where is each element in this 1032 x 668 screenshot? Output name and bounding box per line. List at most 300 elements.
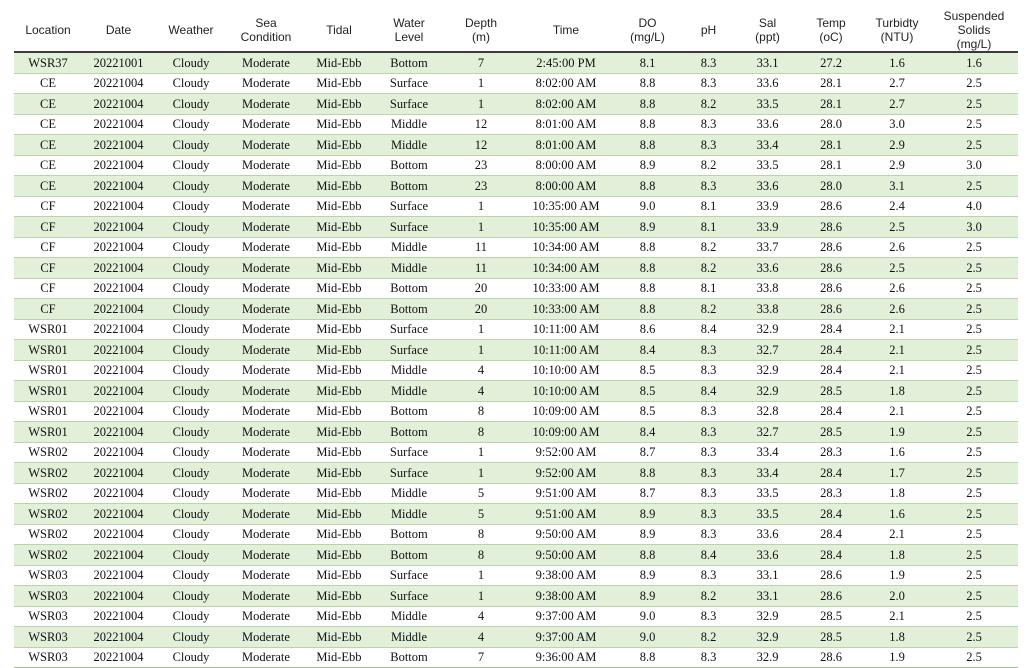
col-sea-condition-cell: Moderate: [227, 524, 305, 545]
table-row: [14, 135, 1018, 156]
col-ph-cell: 8.3: [680, 52, 737, 73]
col-sea-condition-cell: Moderate: [227, 463, 305, 484]
col-time-cell: 10:33:00 AM: [517, 299, 615, 320]
col-do-cell: 8.9: [615, 504, 680, 525]
col-depth-cell: 1: [445, 463, 517, 484]
col-salinity-cell: 33.4: [737, 463, 798, 484]
col-suspended-solids-cell: 2.5: [930, 135, 1018, 156]
header-label-line2: (mg/L): [630, 30, 665, 44]
col-time-cell: 10:34:00 AM: [517, 258, 615, 279]
col-ph-cell: 8.4: [680, 545, 737, 566]
col-tidal-cell: Mid-Ebb: [305, 504, 373, 525]
col-weather-cell: Cloudy: [155, 504, 227, 525]
col-do-cell: 8.8: [615, 258, 680, 279]
header-label-line1: Turbidty: [875, 16, 919, 30]
col-location-cell: CF: [14, 299, 82, 320]
col-ph-header: [680, 9, 737, 52]
col-suspended-solids-cell: 2.5: [930, 606, 1018, 627]
col-ph-cell: 8.3: [680, 114, 737, 135]
col-depth-cell: 4: [445, 381, 517, 402]
table-row: [14, 319, 1018, 340]
col-depth-cell: 1: [445, 217, 517, 238]
col-depth-cell: 20: [445, 278, 517, 299]
table-row: [14, 237, 1018, 258]
col-sea-condition-cell: Moderate: [227, 278, 305, 299]
col-weather-cell: Cloudy: [155, 422, 227, 443]
col-date-cell: 20221004: [82, 258, 155, 279]
col-do-cell: 8.8: [615, 647, 680, 668]
col-salinity-cell: 33.1: [737, 586, 798, 607]
col-time-cell: 10:09:00 AM: [517, 422, 615, 443]
col-ph-cell: 8.3: [680, 483, 737, 504]
col-sea-condition-cell: Moderate: [227, 647, 305, 668]
col-salinity-cell: 33.5: [737, 504, 798, 525]
col-sea-condition-cell: Moderate: [227, 340, 305, 361]
col-do-cell: 8.7: [615, 483, 680, 504]
col-tidal-cell: Mid-Ebb: [305, 586, 373, 607]
col-tidal-cell: Mid-Ebb: [305, 278, 373, 299]
col-temp-cell: 28.6: [798, 586, 864, 607]
col-time-cell: 8:02:00 AM: [517, 73, 615, 94]
col-time-cell: 9:52:00 AM: [517, 442, 615, 463]
col-tidal-cell: Mid-Ebb: [305, 565, 373, 586]
table-row: [14, 647, 1018, 668]
col-turbidity-cell: 3.1: [864, 176, 930, 197]
col-ph-cell: 8.2: [680, 258, 737, 279]
table-row: [14, 463, 1018, 484]
col-depth-cell: 11: [445, 237, 517, 258]
col-ph-cell: 8.3: [680, 422, 737, 443]
col-location-cell: WSR03: [14, 565, 82, 586]
table-row: [14, 94, 1018, 115]
col-date-cell: 20221004: [82, 135, 155, 156]
col-turbidity-cell: 1.6: [864, 504, 930, 525]
col-suspended-solids-cell: 2.5: [930, 176, 1018, 197]
table-row: [14, 545, 1018, 566]
col-time-cell: 9:38:00 AM: [517, 565, 615, 586]
col-weather-cell: Cloudy: [155, 463, 227, 484]
col-tidal-cell: Mid-Ebb: [305, 627, 373, 648]
col-do-cell: 8.9: [615, 565, 680, 586]
col-weather-cell: Cloudy: [155, 627, 227, 648]
col-date-cell: 20221004: [82, 422, 155, 443]
col-weather-cell: Cloudy: [155, 258, 227, 279]
col-turbidity-cell: 2.9: [864, 135, 930, 156]
col-time-cell: 10:09:00 AM: [517, 401, 615, 422]
table-row: [14, 217, 1018, 238]
col-water-level-cell: Bottom: [373, 524, 445, 545]
table-row: [14, 155, 1018, 176]
col-tidal-cell: Mid-Ebb: [305, 73, 373, 94]
col-location-cell: WSR02: [14, 545, 82, 566]
table-body: [14, 52, 1018, 668]
col-depth-cell: 1: [445, 340, 517, 361]
col-sea-condition-header: [227, 9, 305, 52]
col-turbidity-cell: 1.7: [864, 463, 930, 484]
col-temp-cell: 28.4: [798, 545, 864, 566]
col-turbidity-cell: 2.0: [864, 586, 930, 607]
col-tidal-cell: Mid-Ebb: [305, 196, 373, 217]
col-water-level-cell: Bottom: [373, 545, 445, 566]
col-date-cell: 20221004: [82, 299, 155, 320]
table-row: [14, 422, 1018, 443]
col-do-cell: 8.4: [615, 340, 680, 361]
col-suspended-solids-cell: 2.5: [930, 299, 1018, 320]
col-time-cell: 9:38:00 AM: [517, 586, 615, 607]
header-label-line1: Depth: [464, 16, 498, 30]
col-salinity-cell: 33.6: [737, 545, 798, 566]
col-sea-condition-cell: Moderate: [227, 627, 305, 648]
col-date-cell: 20221004: [82, 217, 155, 238]
col-water-level-cell: Middle: [373, 483, 445, 504]
table-row: [14, 360, 1018, 381]
col-sea-condition-cell: Moderate: [227, 196, 305, 217]
col-do-cell: 9.0: [615, 606, 680, 627]
col-temp-cell: 28.1: [798, 155, 864, 176]
col-salinity-cell: 32.8: [737, 401, 798, 422]
col-time-cell: 8:01:00 AM: [517, 114, 615, 135]
col-depth-cell: 8: [445, 545, 517, 566]
col-do-cell: 8.8: [615, 94, 680, 115]
col-tidal-header: [305, 9, 373, 52]
col-water-level-cell: Middle: [373, 114, 445, 135]
col-salinity-cell: 33.9: [737, 217, 798, 238]
col-location-cell: WSR01: [14, 422, 82, 443]
col-time-cell: 8:00:00 AM: [517, 155, 615, 176]
col-water-level-cell: Surface: [373, 442, 445, 463]
col-temp-cell: 28.4: [798, 340, 864, 361]
col-time-cell: 10:35:00 AM: [517, 217, 615, 238]
water-quality-table: [14, 9, 1018, 668]
col-date-cell: 20221004: [82, 94, 155, 115]
col-tidal-cell: Mid-Ebb: [305, 524, 373, 545]
col-sea-condition-cell: Moderate: [227, 299, 305, 320]
col-depth-header: [445, 9, 517, 52]
table-row: [14, 524, 1018, 545]
col-water-level-cell: Middle: [373, 627, 445, 648]
col-temp-cell: 28.5: [798, 627, 864, 648]
col-date-cell: 20221004: [82, 278, 155, 299]
table-row: [14, 73, 1018, 94]
col-ph-cell: 8.1: [680, 196, 737, 217]
col-salinity-cell: 32.9: [737, 360, 798, 381]
col-depth-cell: 1: [445, 565, 517, 586]
col-sea-condition-cell: Moderate: [227, 401, 305, 422]
col-sea-condition-cell: Moderate: [227, 504, 305, 525]
col-ph-cell: 8.3: [680, 463, 737, 484]
col-salinity-cell: 33.6: [737, 176, 798, 197]
table-row: [14, 340, 1018, 361]
col-salinity-cell: 33.6: [737, 524, 798, 545]
col-weather-cell: Cloudy: [155, 217, 227, 238]
col-depth-cell: 23: [445, 155, 517, 176]
col-time-cell: 10:11:00 AM: [517, 340, 615, 361]
header-label-line1: Location: [25, 23, 71, 37]
col-water-level-header: [373, 9, 445, 52]
header-label-line1: Water: [393, 16, 425, 30]
col-temp-cell: 28.4: [798, 524, 864, 545]
col-do-cell: 8.7: [615, 442, 680, 463]
col-depth-cell: 1: [445, 94, 517, 115]
col-depth-cell: 1: [445, 196, 517, 217]
col-weather-cell: Cloudy: [155, 545, 227, 566]
col-tidal-cell: Mid-Ebb: [305, 360, 373, 381]
col-depth-cell: 5: [445, 483, 517, 504]
col-depth-cell: 4: [445, 360, 517, 381]
col-turbidity-cell: 2.9: [864, 155, 930, 176]
col-depth-cell: 4: [445, 627, 517, 648]
col-turbidity-cell: 1.8: [864, 545, 930, 566]
col-weather-cell: Cloudy: [155, 176, 227, 197]
table-row: [14, 606, 1018, 627]
col-sea-condition-cell: Moderate: [227, 442, 305, 463]
col-water-level-cell: Bottom: [373, 299, 445, 320]
col-ph-cell: 8.2: [680, 586, 737, 607]
col-water-level-cell: Middle: [373, 360, 445, 381]
col-weather-cell: Cloudy: [155, 360, 227, 381]
col-turbidity-cell: 2.5: [864, 258, 930, 279]
col-temp-header: [798, 9, 864, 52]
col-turbidity-cell: 2.1: [864, 319, 930, 340]
col-suspended-solids-cell: 1.6: [930, 52, 1018, 73]
col-salinity-cell: 32.9: [737, 606, 798, 627]
col-time-cell: 10:33:00 AM: [517, 278, 615, 299]
col-salinity-cell: 33.5: [737, 483, 798, 504]
col-salinity-cell: 32.9: [737, 381, 798, 402]
table-row: [14, 401, 1018, 422]
col-ph-cell: 8.3: [680, 360, 737, 381]
col-suspended-solids-cell: 3.0: [930, 217, 1018, 238]
col-turbidity-cell: 1.6: [864, 52, 930, 73]
col-turbidity-cell: 1.6: [864, 442, 930, 463]
col-suspended-solids-cell: 2.5: [930, 340, 1018, 361]
col-date-cell: 20221004: [82, 463, 155, 484]
col-do-cell: 8.1: [615, 52, 680, 73]
col-location-cell: CE: [14, 94, 82, 115]
col-turbidity-cell: 2.6: [864, 237, 930, 258]
col-salinity-cell: 33.7: [737, 237, 798, 258]
header-label-line1: DO: [638, 16, 657, 30]
col-date-cell: 20221004: [82, 155, 155, 176]
col-depth-cell: 7: [445, 52, 517, 73]
col-suspended-solids-cell: 2.5: [930, 565, 1018, 586]
col-sea-condition-cell: Moderate: [227, 155, 305, 176]
col-date-header: [82, 9, 155, 52]
col-depth-cell: 12: [445, 135, 517, 156]
col-temp-cell: 28.1: [798, 73, 864, 94]
col-salinity-cell: 33.6: [737, 258, 798, 279]
col-depth-cell: 11: [445, 258, 517, 279]
col-sea-condition-cell: Moderate: [227, 586, 305, 607]
col-salinity-cell: 33.6: [737, 114, 798, 135]
col-location-cell: CF: [14, 196, 82, 217]
col-time-cell: 9:36:00 AM: [517, 647, 615, 668]
col-location-cell: WSR01: [14, 381, 82, 402]
col-location-cell: WSR01: [14, 360, 82, 381]
col-salinity-cell: 33.1: [737, 565, 798, 586]
col-water-level-cell: Surface: [373, 73, 445, 94]
col-location-cell: WSR02: [14, 524, 82, 545]
col-location-header: [14, 9, 82, 52]
header-label-line1: Weather: [168, 23, 214, 37]
header-label-line1: Temp: [816, 16, 846, 30]
col-location-cell: WSR03: [14, 627, 82, 648]
col-weather-cell: Cloudy: [155, 278, 227, 299]
col-temp-cell: 28.1: [798, 135, 864, 156]
col-sea-condition-cell: Moderate: [227, 258, 305, 279]
col-date-cell: 20221004: [82, 545, 155, 566]
col-date-cell: 20221004: [82, 401, 155, 422]
col-suspended-solids-cell: 2.5: [930, 114, 1018, 135]
col-weather-cell: Cloudy: [155, 155, 227, 176]
col-date-cell: 20221004: [82, 504, 155, 525]
col-depth-cell: 8: [445, 401, 517, 422]
col-date-cell: 20221004: [82, 360, 155, 381]
col-weather-cell: Cloudy: [155, 196, 227, 217]
col-weather-cell: Cloudy: [155, 73, 227, 94]
col-depth-cell: 1: [445, 319, 517, 340]
col-depth-cell: 8: [445, 524, 517, 545]
col-weather-cell: Cloudy: [155, 606, 227, 627]
col-suspended-solids-cell: 2.5: [930, 545, 1018, 566]
col-location-cell: WSR03: [14, 606, 82, 627]
col-ph-cell: 8.2: [680, 94, 737, 115]
col-tidal-cell: Mid-Ebb: [305, 463, 373, 484]
col-salinity-cell: 33.6: [737, 73, 798, 94]
col-temp-cell: 28.4: [798, 360, 864, 381]
col-salinity-header: [737, 9, 798, 52]
col-date-cell: 20221004: [82, 176, 155, 197]
col-date-cell: 20221004: [82, 627, 155, 648]
col-tidal-cell: Mid-Ebb: [305, 401, 373, 422]
col-date-cell: 20221004: [82, 606, 155, 627]
col-temp-cell: 28.4: [798, 504, 864, 525]
col-ph-cell: 8.3: [680, 504, 737, 525]
col-do-cell: 8.8: [615, 176, 680, 197]
col-suspended-solids-cell: 2.5: [930, 647, 1018, 668]
col-do-cell: 8.8: [615, 278, 680, 299]
col-location-cell: CF: [14, 258, 82, 279]
col-time-cell: 9:52:00 AM: [517, 463, 615, 484]
col-tidal-cell: Mid-Ebb: [305, 94, 373, 115]
col-tidal-cell: Mid-Ebb: [305, 52, 373, 73]
col-tidal-cell: Mid-Ebb: [305, 442, 373, 463]
col-turbidity-cell: 3.0: [864, 114, 930, 135]
col-suspended-solids-header: [930, 9, 1018, 52]
col-turbidity-cell: 2.1: [864, 401, 930, 422]
col-ph-cell: 8.1: [680, 278, 737, 299]
col-sea-condition-cell: Moderate: [227, 606, 305, 627]
col-temp-cell: 28.0: [798, 114, 864, 135]
header-label-line1: pH: [700, 23, 717, 37]
table-row: [14, 565, 1018, 586]
col-weather-cell: Cloudy: [155, 483, 227, 504]
header-label-line1: Time: [552, 23, 580, 37]
col-sea-condition-cell: Moderate: [227, 114, 305, 135]
col-sea-condition-cell: Moderate: [227, 545, 305, 566]
col-location-cell: CE: [14, 73, 82, 94]
col-date-cell: 20221004: [82, 340, 155, 361]
col-turbidity-cell: 2.6: [864, 278, 930, 299]
col-tidal-cell: Mid-Ebb: [305, 340, 373, 361]
col-tidal-cell: Mid-Ebb: [305, 422, 373, 443]
col-water-level-cell: Surface: [373, 463, 445, 484]
col-weather-cell: Cloudy: [155, 401, 227, 422]
col-suspended-solids-cell: 2.5: [930, 524, 1018, 545]
col-time-cell: 8:02:00 AM: [517, 94, 615, 115]
col-do-cell: 8.9: [615, 155, 680, 176]
col-sea-condition-cell: Moderate: [227, 73, 305, 94]
col-salinity-cell: 33.4: [737, 442, 798, 463]
col-salinity-cell: 33.5: [737, 94, 798, 115]
col-do-cell: 8.8: [615, 114, 680, 135]
col-salinity-cell: 33.1: [737, 52, 798, 73]
col-tidal-cell: Mid-Ebb: [305, 483, 373, 504]
col-water-level-cell: Bottom: [373, 176, 445, 197]
col-ph-cell: 8.3: [680, 135, 737, 156]
header-label-line1: Date: [105, 23, 132, 37]
table-row: [14, 381, 1018, 402]
col-suspended-solids-cell: 2.5: [930, 360, 1018, 381]
col-ph-cell: 8.2: [680, 155, 737, 176]
col-time-cell: 10:35:00 AM: [517, 196, 615, 217]
col-depth-cell: 23: [445, 176, 517, 197]
col-temp-cell: 28.6: [798, 278, 864, 299]
col-suspended-solids-cell: 2.5: [930, 422, 1018, 443]
header-label-line1: Tidal: [326, 23, 352, 37]
col-location-cell: WSR01: [14, 340, 82, 361]
col-sea-condition-cell: Moderate: [227, 237, 305, 258]
col-time-cell: 10:10:00 AM: [517, 381, 615, 402]
table-row: [14, 299, 1018, 320]
header-label-line2: (ppt): [755, 30, 780, 44]
col-sea-condition-cell: Moderate: [227, 135, 305, 156]
col-ph-cell: 8.3: [680, 442, 737, 463]
col-suspended-solids-cell: 2.5: [930, 73, 1018, 94]
col-location-cell: WSR02: [14, 483, 82, 504]
col-water-level-cell: Surface: [373, 319, 445, 340]
col-temp-cell: 28.0: [798, 176, 864, 197]
col-ph-cell: 8.3: [680, 524, 737, 545]
table-row: [14, 278, 1018, 299]
col-ph-cell: 8.2: [680, 299, 737, 320]
col-sea-condition-cell: Moderate: [227, 176, 305, 197]
col-temp-cell: 28.6: [798, 196, 864, 217]
col-temp-cell: 28.6: [798, 647, 864, 668]
col-date-cell: 20221004: [82, 237, 155, 258]
col-temp-cell: 28.1: [798, 94, 864, 115]
col-depth-cell: 4: [445, 606, 517, 627]
col-location-cell: WSR02: [14, 463, 82, 484]
col-do-cell: 8.9: [615, 524, 680, 545]
col-location-cell: WSR01: [14, 319, 82, 340]
col-suspended-solids-cell: 2.5: [930, 401, 1018, 422]
col-do-cell: 9.0: [615, 196, 680, 217]
col-water-level-cell: Bottom: [373, 401, 445, 422]
header-label-line1: Suspended Solids: [943, 9, 1005, 37]
col-ph-cell: 8.3: [680, 340, 737, 361]
table-row: [14, 196, 1018, 217]
col-time-cell: 2:45:00 PM: [517, 52, 615, 73]
col-depth-cell: 8: [445, 422, 517, 443]
header-label-line1: Sea: [255, 16, 277, 30]
table-row: [14, 258, 1018, 279]
table-row: [14, 627, 1018, 648]
col-weather-cell: Cloudy: [155, 135, 227, 156]
col-location-cell: WSR03: [14, 586, 82, 607]
col-time-cell: 10:11:00 AM: [517, 319, 615, 340]
col-date-cell: 20221004: [82, 483, 155, 504]
